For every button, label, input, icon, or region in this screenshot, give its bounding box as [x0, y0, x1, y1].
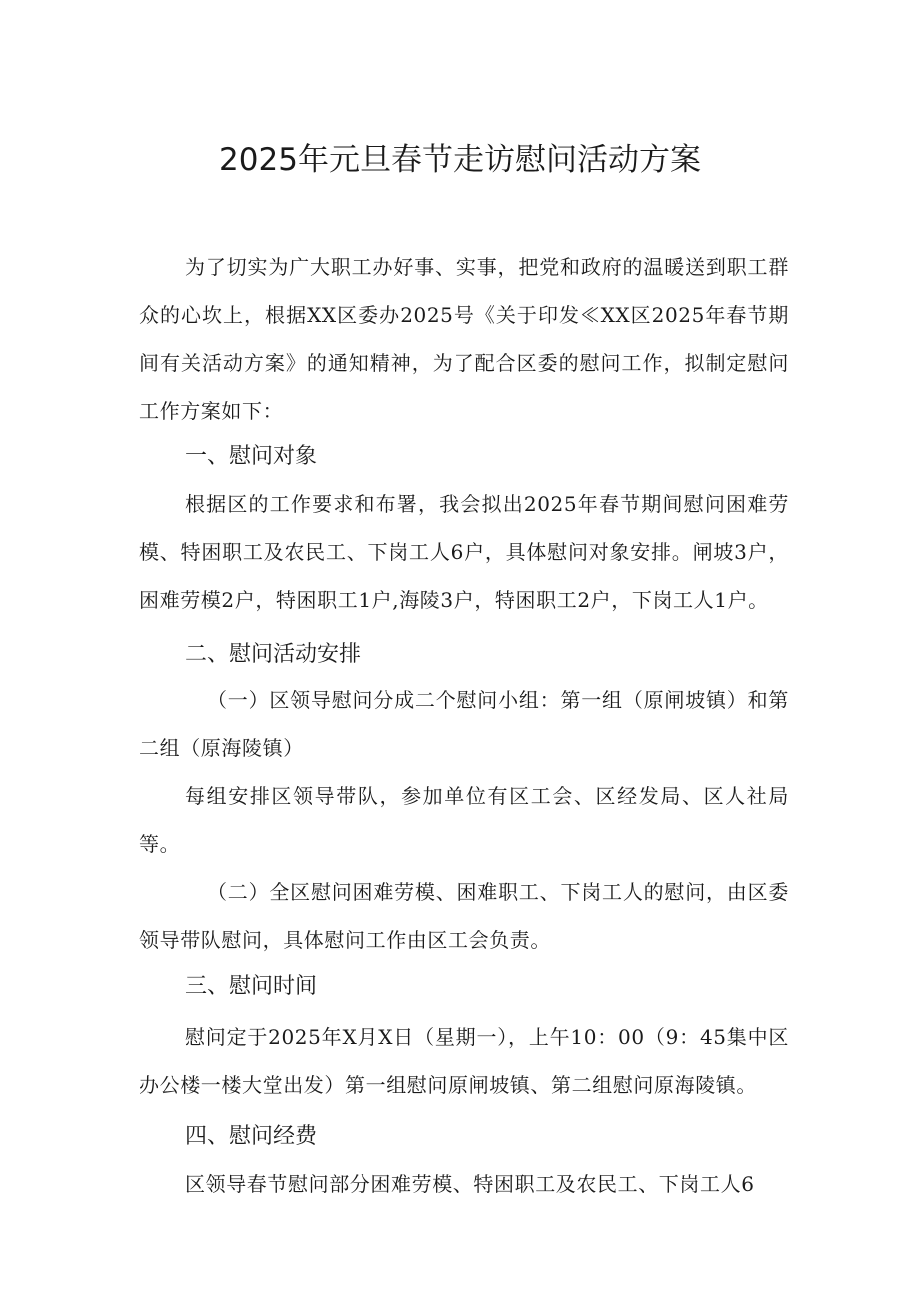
section-heading-2: 二、慰问活动安排 [185, 642, 362, 667]
document-title: 2025年元旦春节走访慰问活动方案 [219, 142, 701, 178]
section-3-paragraph-1: 慰问定于2025年X月X日（星期一），上午10：00（9：45集中区办公楼一楼大堂出发）第一组慰问原闸坡镇、第二组慰问原海陵镇。 [139, 1025, 789, 1097]
intro-paragraph: 为了切实为广大职工办好事、实事，把党和政府的温暖送到职工群众的心坎上，根据XX区委办2025号《关于印发≪XX区2025年春节期间有关活动方案》的通知精神，为了配合区委的慰问工作，拟制定慰问工作方案如下： [139, 255, 789, 423]
section-heading-4: 四、慰问经费 [185, 1124, 318, 1149]
section-heading-1: 一、慰问对象 [185, 444, 318, 469]
section-2-paragraph-3: （二）全区慰问困难劳模、困难职工、下岗工人的慰问，由区委领导带队慰问，具体慰问工作由区工会负责。 [139, 880, 789, 952]
section-4-paragraph-1: 区领导春节慰问部分困难劳模、特困职工及农民工、下岗工人6 [185, 1172, 755, 1196]
section-2-paragraph-1: （一）区领导慰问分成二个慰问小组：第一组（原闸坡镇）和第二组（原海陵镇） [139, 688, 789, 760]
section-heading-3: 三、慰问时间 [185, 974, 318, 999]
section-1-paragraph-1: 根据区的工作要求和布署，我会拟出2025年春节期间慰问困难劳模、特困职工及农民工、下岗工人6户，具体慰问对象安排。闸坡3户，困难劳模2户，特困职工1户,海陵3户，特困职工2户，下岗工人1户。 [139, 492, 789, 612]
section-2-paragraph-2: 每组安排区领导带队，参加单位有区工会、区经发局、区人社局等。 [139, 784, 789, 856]
